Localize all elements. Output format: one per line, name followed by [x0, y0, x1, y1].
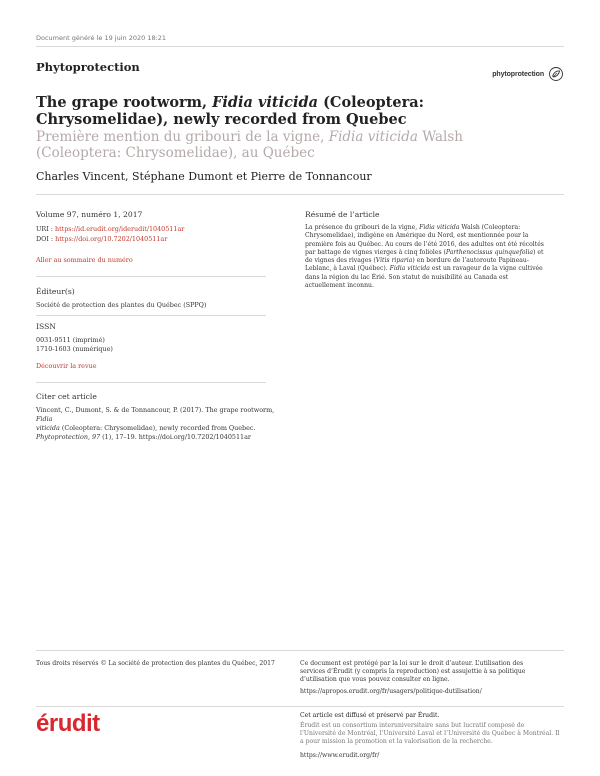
generated-date: Document généré le 19 juin 2020 18:21 — [36, 34, 167, 42]
abstract-t1i: Fidia viticida — [419, 224, 460, 231]
uri-label: URI : — [36, 225, 55, 233]
publisher-heading: Éditeur(s) — [36, 287, 75, 296]
diffused-heading: Cet article est diffusé et préservé par Érudit. — [300, 712, 440, 719]
title-part2: (Coleoptera: Chrysomelidae), newly recorded from Quebec — [36, 94, 424, 128]
logo-text: phytoprotection — [492, 70, 544, 78]
diffused-text: Érudit est un consortium interuniversitaire sans but lucratif composé de l’Université de Montréal, l’Université Laval et l’Université du Québec à Montréal. Il a pour mission la promotion et la valorisation de la recherche. — [300, 722, 560, 745]
article-title — [36, 94, 506, 128]
summary-link[interactable]: Aller au sommaire du numéro — [36, 256, 133, 264]
abstract-t5: est un ravageur de la vigne cultivée dans la région du lac Érié. Son statut de nuisibilité au Canada est actuellement inconnu. — [305, 265, 543, 290]
divider-cite — [36, 382, 266, 383]
publisher: Société de protection des plantes du Québec (SPPQ) — [36, 301, 207, 309]
footer-divider — [36, 650, 564, 651]
erudit-link[interactable]: https://www.erudit.org/fr/ — [300, 752, 380, 759]
abstract-heading: Résumé de l’article — [305, 210, 380, 219]
subtitle-species: Fidia viticida — [328, 129, 418, 145]
doi-line — [36, 235, 167, 244]
journal-name: Phytoprotection — [36, 60, 140, 74]
discover-link[interactable]: Découvrir la revue — [36, 362, 97, 370]
uri-link[interactable]: https://id.erudit.org/iderudit/1040511ar — [54, 225, 185, 233]
rights: Tous droits réservés © La société de protection des plantes du Québec, 2017 — [36, 660, 275, 667]
abstract-t3: ) et de vignes des rivages ( — [305, 248, 544, 265]
doi-label: DOI : — [36, 235, 56, 243]
header-divider — [36, 194, 564, 195]
subtitle-part2: Walsh (Coleoptera: Chrysomelidae), au Québec — [36, 129, 463, 161]
citation-italic-2: viticida — [36, 424, 60, 432]
citation-italic-1: Fidia — [36, 415, 53, 423]
abstract-t1: La présence du gribouri de la vigne, — [305, 224, 420, 231]
citation-line-3 — [36, 433, 276, 442]
citation-text-2: (Coleoptera: Chrysomelidae), newly recorded from Quebec. — [59, 424, 256, 432]
citation-text-1: Vincent, C., Dumont, S. & de Tonnancour, P. (2017). The grape rootworm, — [36, 406, 275, 414]
leaf-icon — [548, 66, 564, 82]
cite-heading: Citer cet article — [36, 392, 97, 401]
citation-line-2 — [36, 424, 276, 433]
abstract-text — [305, 224, 545, 290]
abstract-t3i: Vitis riparia — [375, 257, 413, 265]
journal-logo — [492, 66, 564, 82]
citation — [36, 406, 276, 442]
abstract-t2i: Parthenocissus quinquefolia — [445, 248, 534, 256]
abstract-t4: ) en bordure de l’autoroute Papineau-Leblanc, à Laval (Québec). — [305, 257, 529, 273]
issn-digital: 1710-1603 (numérique) — [36, 345, 113, 353]
doi-link[interactable]: https://doi.org/10.7202/1040511ar — [55, 235, 168, 243]
top-divider — [36, 46, 564, 47]
footer-divider-2 — [36, 706, 564, 707]
copyright-notice: Ce document est protégé par la loi sur le droit d’auteur. L’utilisation des services d’Érudit (y compris la reproduction) est assujettie à sa politique d’utilisation que vous pouvez consulter en ligne. — [300, 660, 526, 683]
title-part1: The grape rootworm, — [36, 94, 213, 111]
citation-text-3: (1), 17–19. https://doi.org/10.7202/1040511ar — [100, 433, 251, 441]
uri-line — [36, 225, 184, 234]
title-species: Fidia viticida — [212, 94, 319, 111]
divider-issn — [36, 315, 266, 316]
issn-print: 0031-9511 (imprimé) — [36, 336, 105, 344]
abstract-t4i: Fidia viticida — [389, 265, 430, 273]
policy-link[interactable]: https://apropos.erudit.org/fr/usagers/politique-dutilisation/ — [300, 688, 482, 695]
abstract-t2: Walsh (Coleoptera: Chrysomelidae), indigène en Amérique du Nord, est mentionnée pour la première fois au Québec. Au cours de l’été 2016, des adultes ont été récoltés par battage de vignes vierges à cinq folioles ( — [305, 224, 544, 256]
subtitle-part1: Première mention du gribouri de la vigne, — [36, 129, 329, 145]
authors: Charles Vincent, Stéphane Dumont et Pierre de Tonnancour — [36, 170, 372, 183]
article-subtitle — [36, 129, 536, 161]
citation-italic-3: Phytoprotection, 97 — [36, 433, 101, 441]
divider-publisher — [36, 276, 266, 277]
erudit-logo: érudit — [36, 710, 100, 737]
citation-line-1 — [36, 406, 276, 424]
volume: Volume 97, numéro 1, 2017 — [36, 210, 143, 219]
issn-heading: ISSN — [36, 322, 56, 331]
